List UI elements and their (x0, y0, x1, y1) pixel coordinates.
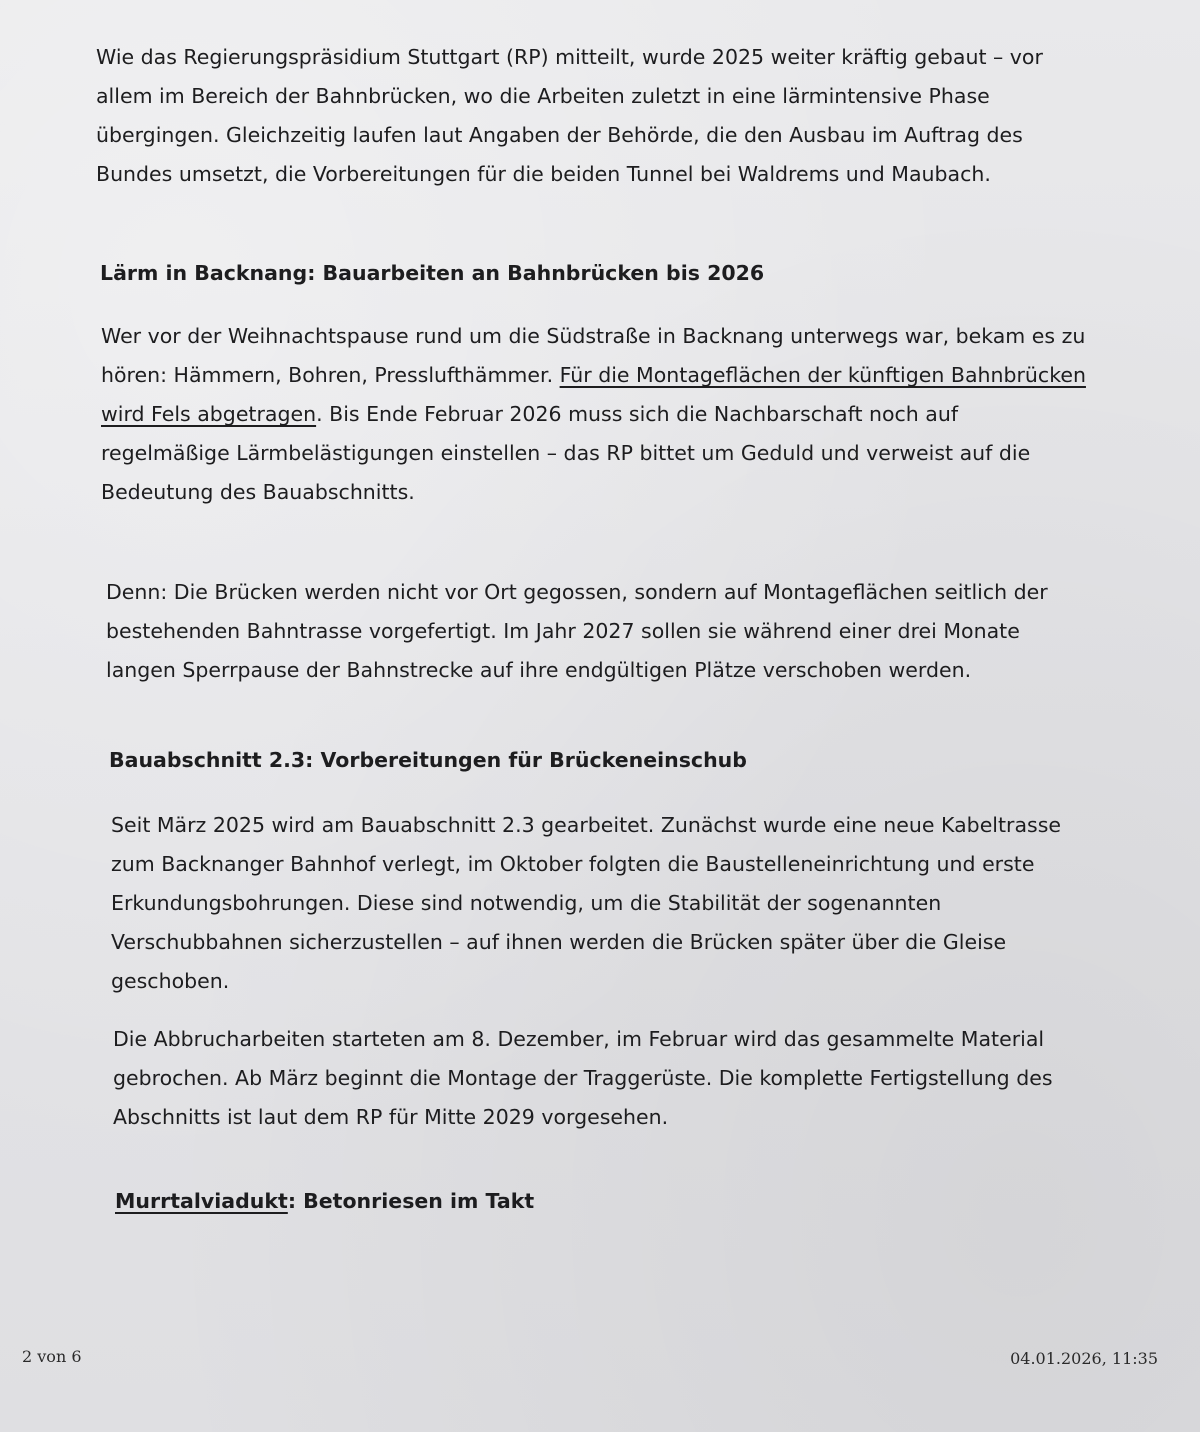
intro-paragraph: Wie das Regierungspräsidium Stuttgart (RP) mitteilt, wurde 2025 weiter kräftig gebaut – vor allem im Bereich der Bahnbrücken, wo die Arbeiten zuletzt in eine lärmintensive Phase übergingen. Gleichzeitig laufen laut Angaben der Behörde, die den Ausbau im Auftrag des Bundes umsetzt, die Vorbereitungen für die beiden Tunnel bei Waldrems und Maubach. (96, 45, 1043, 186)
section1-paragraph-1 (101, 317, 1091, 512)
section1-paragraph-1-text-before: Wer vor der Weihnachtspause rund um die Südstraße in Backnang unterwegs war, bekam es zu hören: Hämmern, Bohren, Presslufthämmer. (101, 324, 1086, 387)
page-number: 2 von 6 (22, 1347, 82, 1366)
section-heading-murrtalviadukt-rest: : Betonriesen im Takt (287, 1189, 535, 1213)
section-heading-bauabschnitt: Bauabschnitt 2.3: Vorbereitungen für Brückeneinschub (109, 748, 747, 772)
murrtalviadukt-link[interactable]: Murrtalviadukt (115, 1189, 288, 1213)
print-datetime: 04.01.2026, 11:35 (1010, 1349, 1158, 1368)
section2-paragraph-2: Die Abbrucharbeiten starteten am 8. Dezember, im Februar wird das gesammelte Material gebrochen. Ab März beginnt die Montage der Traggerüste. Die komplette Fertigstellung des Abschnitts ist laut dem RP für Mitte 2029 vorgesehen. (113, 1027, 1053, 1129)
section-heading-laerm: Lärm in Backnang: Bauarbeiten an Bahnbrücken bis 2026 (100, 261, 765, 285)
section2-paragraph-1: Seit März 2025 wird am Bauabschnitt 2.3 gearbeitet. Zunächst wurde eine neue Kabeltrasse zum Backnanger Bahnhof verlegt, im Oktober folgten die Baustelleneinrichtung und erste Erkundungsbohrungen. Diese sind notwendig, um die Stabilität der sogenannten Verschubbahnen sicherzustellen – auf ihnen werden die Brücken später über die Gleise geschoben. (111, 813, 1061, 993)
section1-paragraph-1-text-after: . Bis Ende Februar 2026 muss sich die Nachbarschaft noch auf regelmäßige Lärmbelästigungen einstellen – das RP bittet um Geduld und verweist auf die Bedeutung des Bauabschnitts. (101, 402, 1031, 504)
section1-paragraph-2: Denn: Die Brücken werden nicht vor Ort gegossen, sondern auf Montageflächen seitlich der bestehenden Bahntrasse vorgefertigt. Im Jahr 2027 sollen sie während einer drei Monate langen Sperrpause der Bahnstrecke auf ihre endgültigen Plätze verschoben werden. (106, 580, 1048, 682)
montageflaechen-link[interactable]: Für die Montageflächen der künftigen Bahnbrücken wird Fels abgetragen (101, 363, 1086, 426)
section-heading-murrtalviadukt (115, 1186, 1015, 1216)
